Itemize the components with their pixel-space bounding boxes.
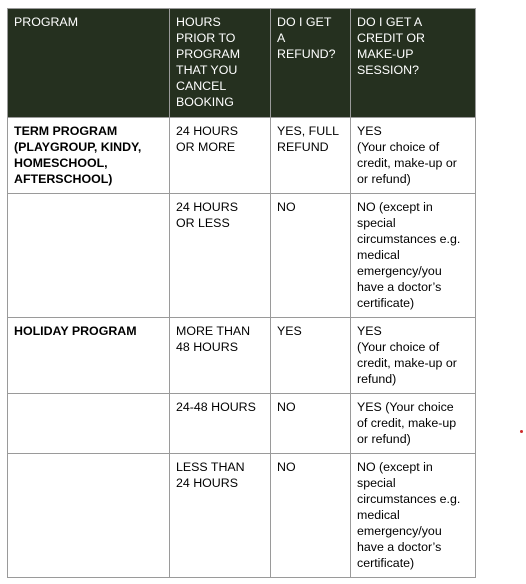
cell-text: YES (Your choice of credit, make-up or or refund) (357, 124, 457, 186)
credit-cell (351, 318, 476, 394)
credit-cell (351, 194, 476, 318)
program-cell (8, 194, 170, 318)
cell-text: YES (Your choice of credit, make-up or refund) (357, 400, 457, 446)
table-row (8, 454, 476, 578)
red-dot-mark (520, 430, 523, 433)
cell-text: 24 HOURS OR MORE (176, 124, 238, 154)
cell-text: HOLIDAY PROGRAM (14, 324, 137, 338)
refund-cell (271, 318, 351, 394)
program-cell (8, 454, 170, 578)
cell-text: YES (Your choice of credit, make-up or refund) (357, 324, 457, 386)
cell-text: 24 HOURS OR LESS (176, 200, 238, 230)
cell-text: MORE THAN 48 HOURS (176, 324, 251, 354)
cell-text: NO (except in special circumstances e.g. medical emergency/you have a doctor’s certificate) (357, 200, 461, 310)
header-hours (170, 9, 271, 118)
cell-text: LESS THAN 24 HOURS (176, 460, 245, 490)
credit-cell (351, 118, 476, 194)
hours-cell (170, 394, 271, 454)
hours-cell (170, 194, 271, 318)
refund-cell (271, 394, 351, 454)
hours-cell (170, 318, 271, 394)
table-row (8, 318, 476, 394)
refund-cell (271, 194, 351, 318)
cell-text: NO (277, 400, 296, 414)
header-hours-text: HOURS PRIOR TO PROGRAM THAT YOU CANCEL BOOKING (176, 15, 241, 109)
cell-text: NO (277, 200, 296, 214)
program-cell (8, 318, 170, 394)
refund-cell (271, 454, 351, 578)
cell-text: YES, FULL REFUND (277, 124, 339, 154)
table-row (8, 394, 476, 454)
table-row (8, 118, 476, 194)
cell-text: NO (277, 460, 296, 474)
refund-cell (271, 118, 351, 194)
header-refund (271, 9, 351, 118)
cell-text: YES (277, 324, 302, 338)
header-program (8, 9, 170, 118)
credit-cell (351, 394, 476, 454)
cell-text: TERM PROGRAM (PLAYGROUP, KINDY, HOMESCHOOL, AFTERSCHOOL) (14, 124, 142, 186)
cell-text: 24-48 HOURS (176, 400, 256, 414)
hours-cell (170, 118, 271, 194)
header-refund-text: DO I GET A REFUND? (277, 15, 336, 61)
cell-text: NO (except in special circumstances e.g. medical emergency/you have a doctor’s certificate) (357, 460, 461, 570)
table-row (8, 194, 476, 318)
header-row (8, 9, 476, 118)
credit-cell (351, 454, 476, 578)
header-credit-text: DO I GET A CREDIT OR MAKE-UP SESSION? (357, 15, 425, 77)
program-cell (8, 118, 170, 194)
header-program-text: PROGRAM (14, 15, 79, 29)
cancellation-policy-table (7, 8, 476, 578)
program-cell (8, 394, 170, 454)
hours-cell (170, 454, 271, 578)
header-credit (351, 9, 476, 118)
